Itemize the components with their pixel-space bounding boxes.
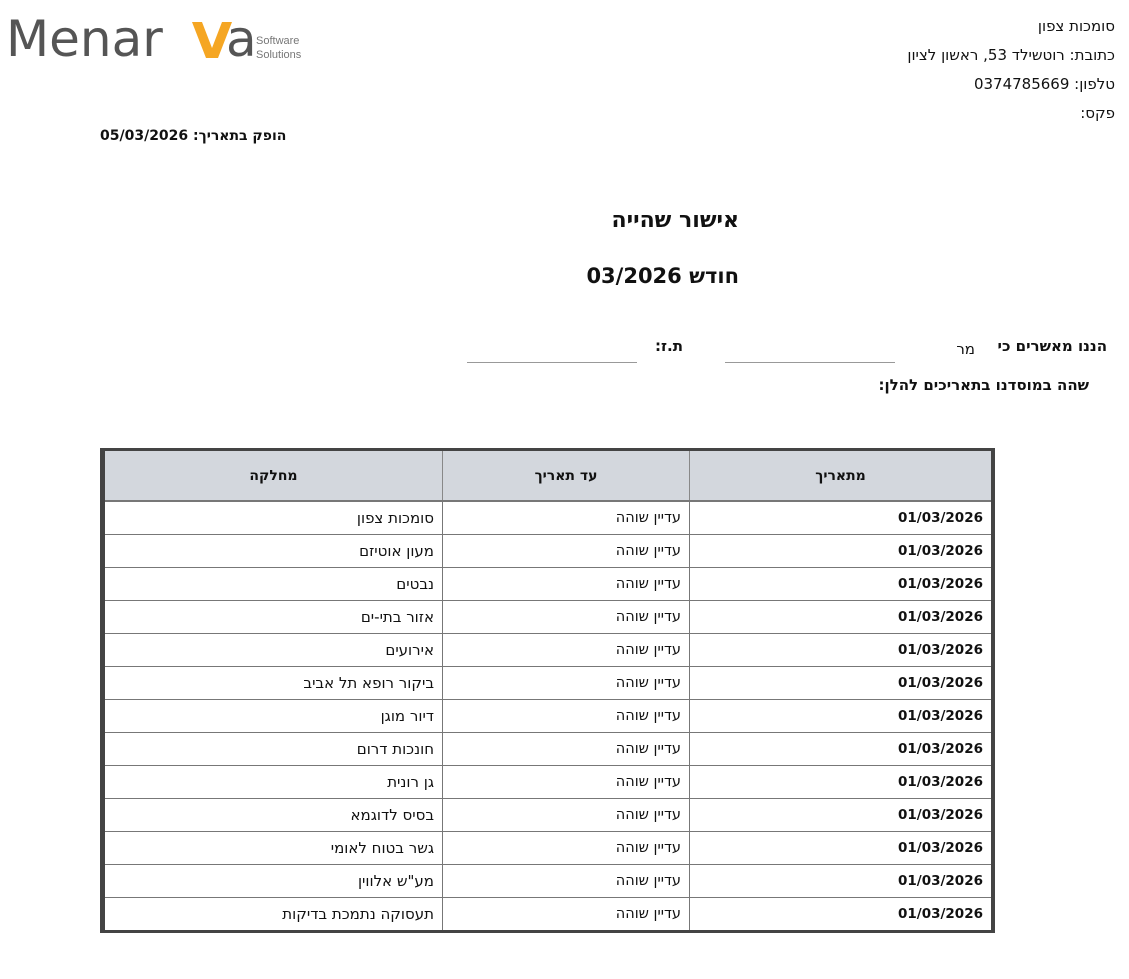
table-row — [105, 667, 991, 700]
logo-tagline-2: Solutions — [256, 49, 302, 61]
cell-from-date: 01/03/2026 — [690, 898, 992, 931]
cell-department: תעסוקה נתמכת בדיקות — [282, 905, 434, 923]
stayed-label: שהה במוסדנו בתאריכים להלן: — [878, 376, 1089, 394]
table-row — [105, 733, 991, 766]
cell-to-date: עדיין שוהה — [443, 568, 690, 601]
table-row — [105, 501, 991, 535]
cell-to-date: עדיין שוהה — [443, 865, 690, 898]
cell-to-date: עדיין שוהה — [443, 799, 690, 832]
org-phone: טלפון: 0374785669 — [973, 75, 1115, 93]
cell-department: נבטים — [105, 568, 443, 601]
table-row — [105, 898, 991, 931]
cell-to-date: עדיין שוהה — [443, 832, 690, 865]
confirm-label: הננו מאשרים כי — [997, 337, 1107, 355]
table-row — [105, 700, 991, 733]
table-row — [105, 568, 991, 601]
table-row — [105, 634, 991, 667]
mr-label: מר — [956, 340, 975, 358]
logo-wordmark-end: a — [226, 10, 257, 66]
cell-department: חונכות דרום — [105, 733, 443, 766]
cell-to-date: עדיין שוהה — [443, 667, 690, 700]
cell-from-date: 01/03/2026 — [690, 700, 992, 733]
cell-to-date: עדיין שוהה — [443, 601, 690, 634]
document-subtitle: חודש 03/2026 — [586, 264, 739, 288]
cell-from-date: 01/03/2026 — [690, 766, 992, 799]
logo-wordmark: Menar — [6, 10, 163, 66]
cell-from-date: 01/03/2026 — [690, 799, 992, 832]
id-blank-line — [467, 362, 637, 363]
cell-department: גשר בטוח לאומי — [105, 832, 443, 865]
cell-to-date: עדיין שוהה — [443, 700, 690, 733]
cell-department: סומכות צפון — [105, 501, 443, 535]
cell-department: אירועים — [105, 634, 443, 667]
stay-table — [100, 448, 995, 933]
org-details — [695, 12, 1115, 128]
cell-from-date: 01/03/2026 — [690, 832, 992, 865]
table-body — [105, 501, 991, 930]
table-row — [105, 865, 991, 898]
cell-to-date: עדיין שוהה — [443, 634, 690, 667]
cell-from-date: 01/03/2026 — [690, 634, 992, 667]
name-blank-line — [725, 362, 895, 363]
org-address: כתובת: רוטשילד 53, ראשון לציון — [907, 46, 1115, 64]
cell-to-date: עדיין שוהה — [443, 766, 690, 799]
cell-department: אזור בתי-ים — [105, 601, 443, 634]
cell-department: דיור מוגן — [105, 700, 443, 733]
cell-from-date: 01/03/2026 — [690, 865, 992, 898]
id-label: ת.ז: — [655, 337, 683, 355]
org-name: סומכות צפון — [1037, 17, 1115, 35]
issued-date: הופק בתאריך: 05/03/2026 — [100, 128, 287, 144]
cell-to-date: עדיין שוהה — [443, 898, 690, 931]
cell-from-date: 01/03/2026 — [690, 501, 992, 535]
cell-from-date: 01/03/2026 — [690, 535, 992, 568]
cell-from-date: 01/03/2026 — [690, 601, 992, 634]
cell-to-date: עדיין שוהה — [443, 501, 690, 535]
table-header-row — [105, 451, 991, 501]
table-row — [105, 535, 991, 568]
cell-department: מע"ש אלווין — [105, 865, 443, 898]
logo-tagline-1: Software — [256, 35, 300, 47]
cell-from-date: 01/03/2026 — [690, 568, 992, 601]
org-fax: פקס: — [1080, 104, 1115, 122]
header-to: עד תאריך — [443, 451, 690, 501]
cell-to-date: עדיין שוהה — [443, 733, 690, 766]
document-title: אישור שהייה — [611, 208, 739, 233]
stay-table-grid — [105, 451, 991, 930]
cell-from-date: 01/03/2026 — [690, 667, 992, 700]
cell-department: ביקור רופא תל אביב — [105, 667, 443, 700]
header-from: מתאריך — [690, 451, 992, 501]
table-row — [105, 766, 991, 799]
cell-to-date: עדיין שוהה — [443, 535, 690, 568]
table-row — [105, 601, 991, 634]
table-row — [105, 832, 991, 865]
header-dept: מחלקה — [105, 451, 443, 501]
cell-department: מעון אוטיזם — [105, 535, 443, 568]
cell-department: בסיס לדוגמא — [105, 799, 443, 832]
cell-from-date: 01/03/2026 — [690, 733, 992, 766]
cell-department: גן רונית — [105, 766, 443, 799]
table-row — [105, 799, 991, 832]
menarva-logo — [6, 8, 316, 66]
